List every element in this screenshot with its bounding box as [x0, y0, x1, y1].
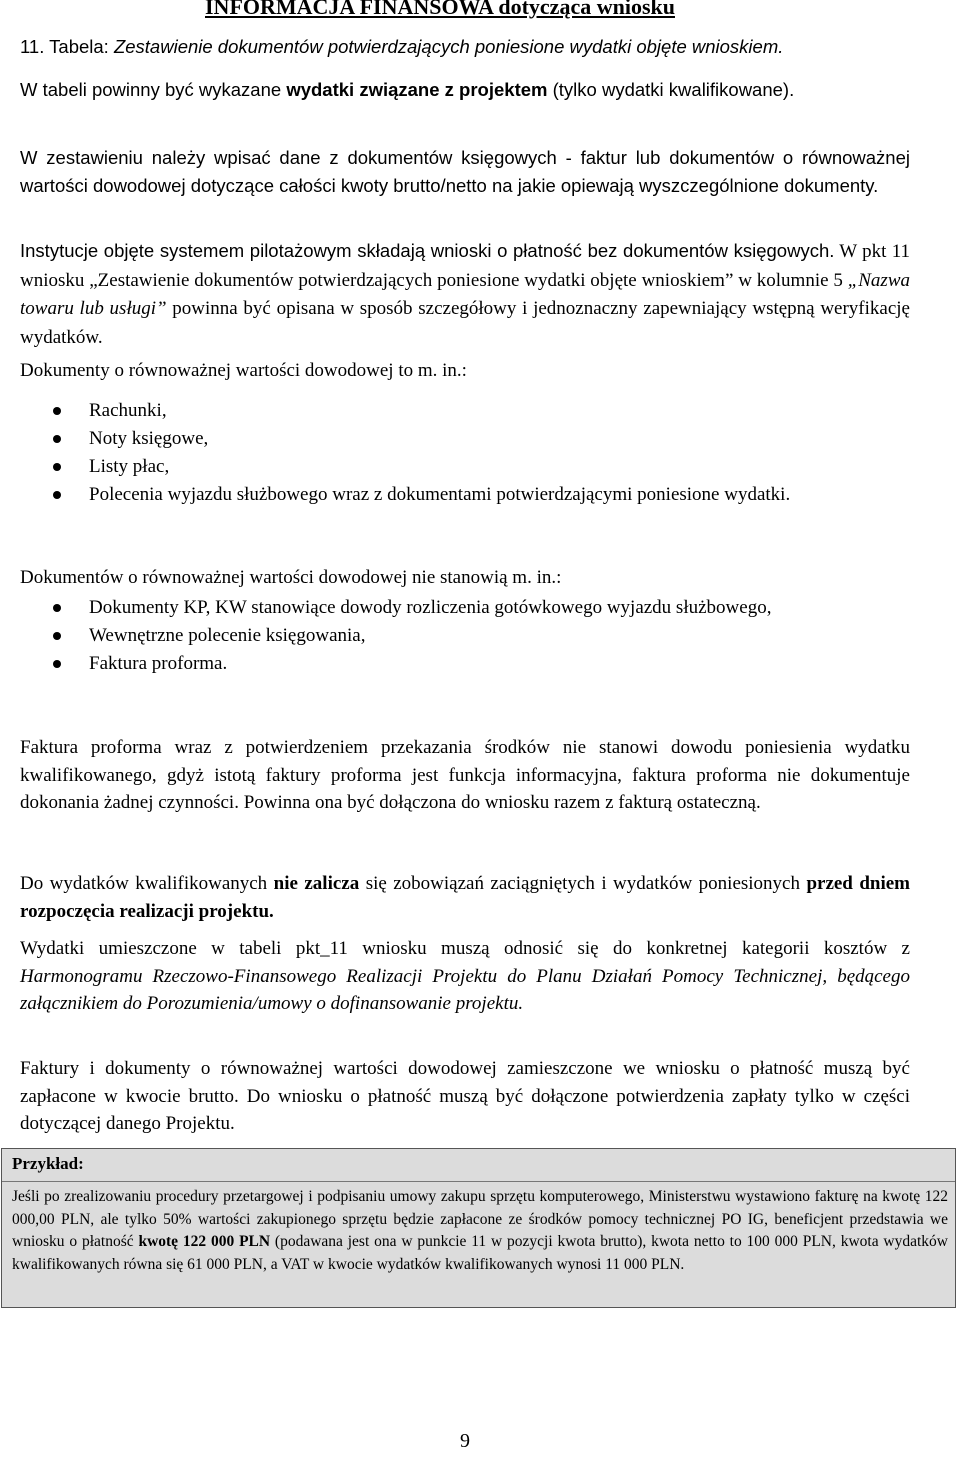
page-title: INFORMACJA FINANSOWA dotycząca wniosku — [205, 0, 675, 19]
bullet-icon — [53, 604, 61, 612]
page-number: 9 — [460, 1430, 470, 1452]
list1-heading: Dokumenty o równoważnej wartości dowodowej to m. in.: — [20, 360, 467, 381]
paragraph-faktury: Faktury i dokumenty o równoważnej wartości dowodowej zamieszczone we wniosku o płatność muszą być zapłacone w kwocie brutto. Do wniosku o płatność muszą być dołączone potwierdzenia zapłaty tylko w części dotyczącej danego Projektu. — [20, 1058, 910, 1134]
bullet-icon — [53, 407, 61, 415]
example-text: Jeśli po zrealizowaniu procedury przetargowej i podpisaniu umowy zakupu sprzętu komputerowego, Ministerstwu wystawiono fakturę na kwotę 122 000,00 PLN, ale tylko 50% wartości zakupionego sprzętu będzie zapłacone ze środków pomocy technicznej PO IG, beneficjent przedstawia we wniosku o płatność kwotę 122 000 PLN (podawana jest ona w punkcie 11 w pozycji kwota brutto), kwota netto to 100 000 PLN, kwota wydatków kwalifikowanych równa się 61 000 PLN, a VAT w kwocie wydatków kwalifikowanych wynosi 11 000 PLN. — [12, 1188, 949, 1273]
bullet-icon — [53, 463, 61, 471]
bullet-icon — [53, 632, 61, 640]
bullet-icon — [53, 435, 61, 443]
bullet-icon — [53, 491, 61, 499]
paragraph-proforma: Faktura proforma wraz z potwierdzeniem przekazania środków nie stanowi dowodu poniesienia wydatku kwalifikowanego, gdyż istotą faktury proforma jest funkcja informacyjna, faktura proforma nie dokumentuje dokonania żadnej czynności. Powinna ona być dołączona do wniosku razem z fakturą ostateczną. — [20, 737, 910, 813]
section-number: 11. Tabela: — [20, 36, 114, 57]
example-box — [1, 1148, 956, 1308]
section-heading — [20, 33, 910, 61]
example-divider — [2, 1181, 955, 1182]
paragraph-zestawienie: W zestawieniu należy wpisać dane z dokumentów księgowych - faktur lub dokumentów o równoważnej wartości dowodowej dotyczące całości kwoty brutto/netto na jakie opiewają wyszczególnione dokumenty. — [20, 147, 910, 196]
list2-heading: Dokumentów o równoważnej wartości dowodowej nie stanowią m. in.: — [20, 567, 562, 588]
paragraph-harmonogram: Wydatki umieszczone w tabeli pkt_11 wniosku muszą odnosić się do konkretnej kategorii kosztów z Harmonogramu Rzeczowo-Finansowego Realizacji Projektu do Planu Działań Pomocy Technicznej, będącego załącznikiem do Porozumienia/umowy o dofinansowanie projektu. — [20, 938, 910, 1014]
list-item: Wewnętrzne polecenie księgowania, — [20, 622, 910, 650]
list-item: Listy płac, — [20, 453, 910, 481]
list-item: Noty księgowe, — [20, 425, 910, 453]
example-heading: Przykład: — [12, 1154, 84, 1173]
list-item: Faktura proforma. — [20, 650, 910, 678]
paragraph-instytucje: Instytucje objęte systemem pilotażowym składają wnioski o płatność bez dokumentów księgowych. W pkt 11 wniosku „Zestawienie dokumentów potwierdzających poniesione wydatki objęte wnioskiem” w kolumnie 5 „Nazwa towaru lub usługi” powinna być opisana w sposób szczegółowy i jednoznaczny zapewniający wstępną weryfikację wydatków. — [20, 240, 910, 348]
paragraph-tabela: W tabeli powinny być wykazane wydatki związane z projektem (tylko wydatki kwalifikowane). — [20, 79, 795, 100]
bullet-icon — [53, 660, 61, 668]
list-item: Dokumenty KP, KW stanowiące dowody rozliczenia gotówkowego wyjazdu służbowego, — [20, 594, 910, 622]
section-title: Zestawienie dokumentów potwierdzających poniesione wydatki objęte wnioskiem. — [113, 36, 784, 57]
list-non-equivalent-documents — [20, 594, 910, 678]
list-item: Polecenia wyjazdu służbowego wraz z dokumentami potwierdzającymi poniesione wydatki. — [20, 481, 910, 509]
paragraph-zobowiazan: Do wydatków kwalifikowanych nie zalicza się zobowiązań zaciągniętych i wydatków poniesionych przed dniem rozpoczęcia realizacji projektu. — [20, 873, 910, 922]
list-item: Rachunki, — [20, 397, 910, 425]
list-equivalent-documents — [20, 397, 910, 509]
